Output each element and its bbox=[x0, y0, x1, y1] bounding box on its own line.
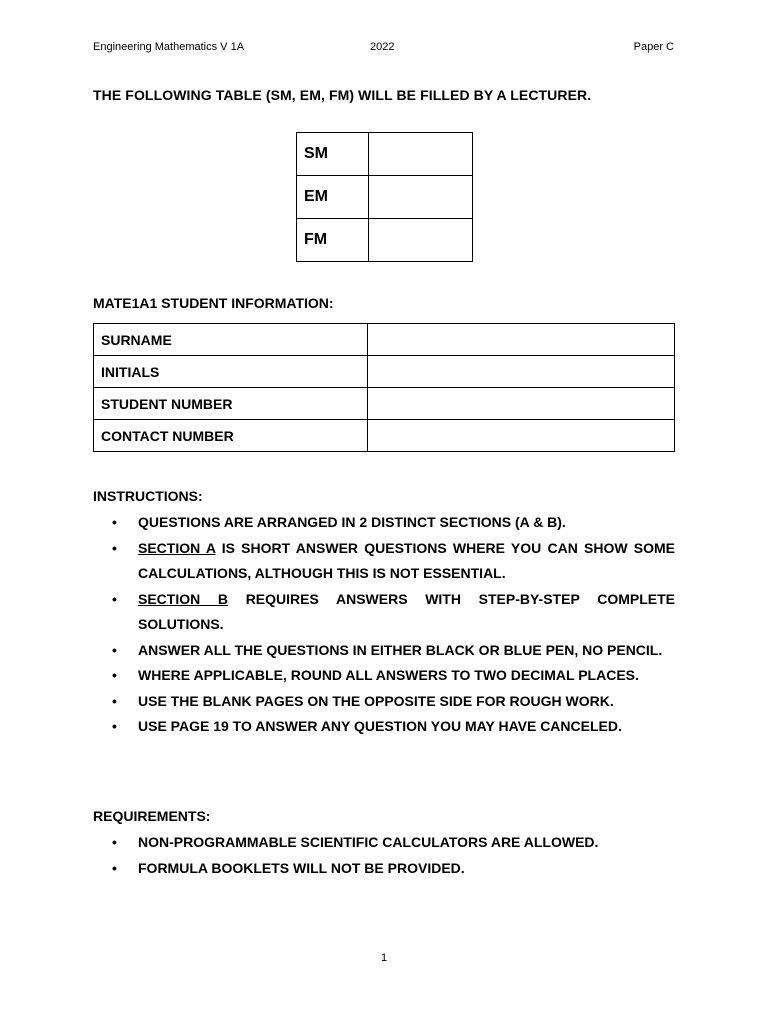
student-info-label: INITIALS bbox=[94, 356, 368, 388]
student-info-title: MATE1A1 STUDENT INFORMATION: bbox=[93, 295, 334, 311]
student-info-table bbox=[93, 323, 675, 452]
header-paper: Paper C bbox=[633, 41, 674, 53]
instruction-item bbox=[93, 510, 675, 536]
marks-table bbox=[296, 132, 473, 262]
marks-row bbox=[297, 133, 473, 176]
bullet-icon: • bbox=[112, 590, 117, 607]
student-info-label: CONTACT NUMBER bbox=[94, 420, 368, 452]
student-info-row bbox=[94, 356, 675, 388]
student-info-row bbox=[94, 388, 675, 420]
instruction-item bbox=[93, 689, 675, 715]
marks-row bbox=[297, 176, 473, 219]
marks-value-cell bbox=[369, 176, 473, 219]
requirement-item bbox=[93, 830, 675, 856]
marks-label: SM bbox=[297, 133, 369, 176]
bullet-icon: • bbox=[112, 667, 117, 683]
instruction-text: WHERE APPLICABLE, ROUND ALL ANSWERS TO TWO DECIMAL PLACES. bbox=[138, 667, 639, 683]
section-a-label: SECTION A bbox=[138, 539, 216, 556]
marks-row bbox=[297, 219, 473, 262]
instruction-item bbox=[93, 587, 675, 638]
marks-value-cell bbox=[369, 219, 473, 262]
bullet-icon: • bbox=[112, 539, 117, 556]
marks-label: FM bbox=[297, 219, 369, 262]
instruction-text: IS SHORT ANSWER QUESTIONS WHERE YOU CAN SHOW SOME CALCULATIONS, ALTHOUGH THIS IS NOT ESSENTIAL. bbox=[138, 539, 675, 581]
instruction-text: USE THE BLANK PAGES ON THE OPPOSITE SIDE FOR ROUGH WORK. bbox=[138, 692, 614, 709]
requirement-text: FORMULA BOOKLETS WILL NOT BE PROVIDED. bbox=[138, 859, 465, 876]
instructions-list bbox=[93, 510, 675, 740]
student-info-value-cell bbox=[368, 356, 675, 388]
header-course-title: Engineering Mathematics V 1A bbox=[93, 41, 245, 53]
instruction-item bbox=[93, 663, 675, 689]
bullet-icon: • bbox=[112, 514, 117, 530]
student-info-label: STUDENT NUMBER bbox=[94, 388, 368, 420]
page-number: 1 bbox=[380, 952, 388, 964]
header-year: 2022 bbox=[370, 41, 395, 53]
student-info-row bbox=[94, 324, 675, 356]
student-info-value-cell bbox=[368, 420, 675, 452]
instruction-text: ANSWER ALL THE QUESTIONS IN EITHER BLACK OR BLUE PEN, NO PENCIL. bbox=[138, 641, 663, 658]
bullet-icon: • bbox=[112, 718, 117, 734]
instruction-item bbox=[93, 536, 675, 587]
student-info-label: SURNAME bbox=[94, 324, 368, 356]
requirements-title: REQUIREMENTS: bbox=[93, 808, 211, 824]
instruction-item bbox=[93, 638, 675, 664]
instruction-item bbox=[93, 714, 675, 740]
student-info-value-cell bbox=[368, 324, 675, 356]
bullet-icon: • bbox=[112, 834, 117, 850]
lecturer-table-title: THE FOLLOWING TABLE (SM, EM, FM) WILL BE FILLED BY A LECTURER. bbox=[93, 87, 592, 103]
requirement-text: NON-PROGRAMMABLE SCIENTIFIC CALCULATORS ARE ALLOWED. bbox=[138, 834, 599, 850]
section-b-label: SECTION B bbox=[138, 590, 229, 607]
marks-value-cell bbox=[369, 133, 473, 176]
bullet-icon: • bbox=[112, 859, 117, 876]
instructions-title: INSTRUCTIONS: bbox=[93, 488, 203, 504]
instruction-text: USE PAGE 19 TO ANSWER ANY QUESTION YOU MAY HAVE CANCELED. bbox=[138, 718, 622, 734]
bullet-icon: • bbox=[112, 641, 117, 658]
instruction-text: REQUIRES ANSWERS WITH STEP-BY-STEP COMPLETE SOLUTIONS. bbox=[138, 590, 675, 632]
requirements-list bbox=[93, 830, 675, 881]
instruction-text: QUESTIONS ARE ARRANGED IN 2 DISTINCT SECTIONS (A & B). bbox=[138, 514, 566, 530]
marks-label: EM bbox=[297, 176, 369, 219]
student-info-row bbox=[94, 420, 675, 452]
student-info-value-cell bbox=[368, 388, 675, 420]
requirement-item bbox=[93, 856, 675, 882]
bullet-icon: • bbox=[112, 692, 117, 709]
